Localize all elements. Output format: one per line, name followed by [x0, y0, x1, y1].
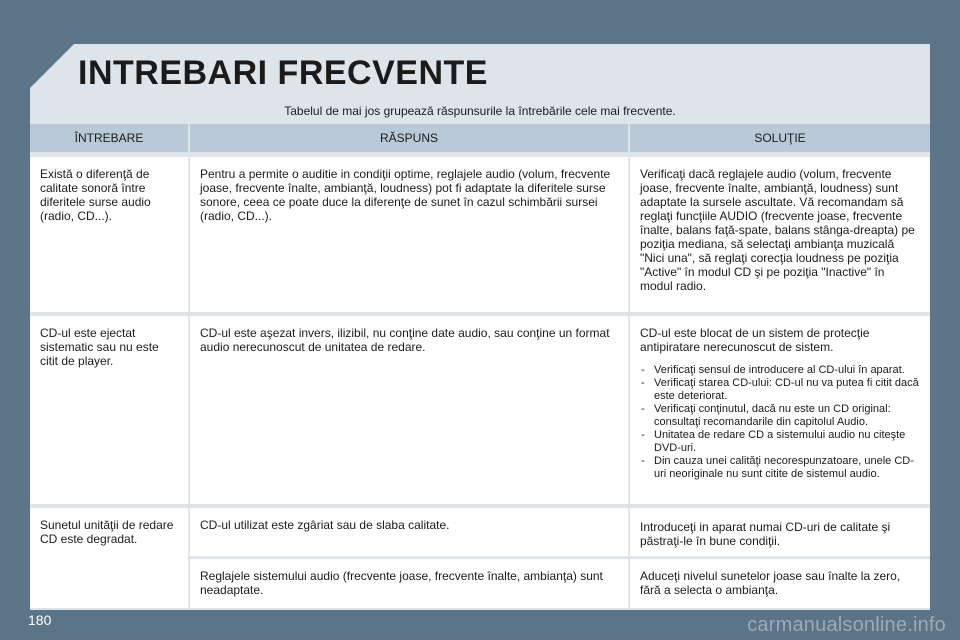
row2-answer: [190, 316, 628, 504]
list-item: - Verificaţi conţinutul, dacă nu este un CD original: consultaţi recomandarile din capitolul Audio.: [640, 403, 920, 429]
list-item: - Verificaţi sensul de introducere al CD-ului în aparat.: [640, 364, 920, 377]
watermark: carmanualsonline.info: [747, 614, 946, 636]
row1-question: [30, 157, 188, 312]
row2-solution-text: CD-ul este blocat de un sistem de protecţie antipiratare nerecunoscut de sistem.: [640, 326, 870, 354]
row2-solution: [630, 316, 930, 504]
row3-answer-1: [190, 508, 628, 556]
list-item: - Unitatea de redare CD a sistemului audio nu citeşte DVD-uri.: [640, 429, 920, 455]
list-item: - Verificaţi starea CD-ului: CD-ul nu va putea fi citit dacă este deteriorat.: [640, 377, 920, 403]
header-solution: SOLUŢIE: [630, 124, 930, 152]
row3-solution-2: [630, 559, 930, 608]
row1-answer-text: Pentru a permite o auditie in condiţii optime, reglajele audio (volum, frecvente joase, frecvente înalte, ambianţă, loudness) pot fi adaptate la diferitele surse sonore, ceea ce poate duce la diferenţe de sunet în cazul schimbării sursei (radio, CD...).: [200, 167, 611, 223]
row2-answer-text: CD-ul este aşezat invers, ilizibil, nu conţine date audio, sau conţine un format audio nerecunoscut de unitatea de redare.: [200, 326, 610, 354]
row3-answer-1-text: CD-ul utilizat este zgâriat sau de slaba calitate.: [200, 518, 450, 532]
row2-question-text: CD-ul este ejectat sistematic sau nu este citit de player.: [40, 326, 159, 368]
row3-question: [30, 508, 188, 608]
page-title: INTREBARI FRECVENTE: [78, 54, 488, 92]
row1-question-text: Există o diferenţă de calitate sonoră între diferitele surse audio (radio, CD...).: [40, 167, 151, 223]
page-subtitle: Tabelul de mai jos grupează răspunsurile la întrebările cele mai frecvente.: [284, 104, 676, 118]
row2-question: [30, 316, 188, 504]
row3-solution-1: [630, 508, 930, 556]
list-item: - Din cauza unei calităţi necorespunzatoare, unele CD-uri neoriginale nu sunt citite de sistemul audio.: [640, 455, 920, 481]
row1-answer: [190, 157, 628, 312]
row3-solution-1-text: Introduceţi in aparat numai CD-uri de calitate şi păstraţi-le în bune condiţii.: [640, 520, 891, 548]
header-answer: RĂSPUNS: [190, 124, 628, 152]
row3-answer-2-text: Reglajele sistemului audio (frecvente joase, frecvente înalte, ambianţa) sunt neadaptate.: [200, 569, 603, 597]
row2-solution-list: [640, 364, 920, 481]
header-question: ÎNTREBARE: [30, 124, 188, 152]
row3-answer-2: [190, 559, 628, 608]
row3-solution-2-text: Aduceţi nivelul sunetelor joase sau înalte la zero, fără a selecta o ambianţa.: [640, 569, 901, 597]
row3-question-text: Sunetul unităţii de redare CD este degradat.: [40, 518, 174, 546]
row1-solution: [630, 157, 930, 312]
page-number: 180: [28, 612, 52, 628]
row1-solution-text: Verificaţi dacă reglajele audio (volum, frecvente joase, frecvente înalte, ambianţă, loudness) sunt adaptate la sursele ascultate. Vă recomandam să reglaţi funcţiile AUDIO (frecvente joase, frecvente înalte, balans faţă-spate, balans stânga-dreapta) pe poziţia mediana, să selectaţi ambianţa muzicală "Nici una", să reglaţi corecţia loudness pe poziţia "Active" în modul CD şi pe poziţia "Inactive" în modul radio.: [640, 167, 915, 293]
